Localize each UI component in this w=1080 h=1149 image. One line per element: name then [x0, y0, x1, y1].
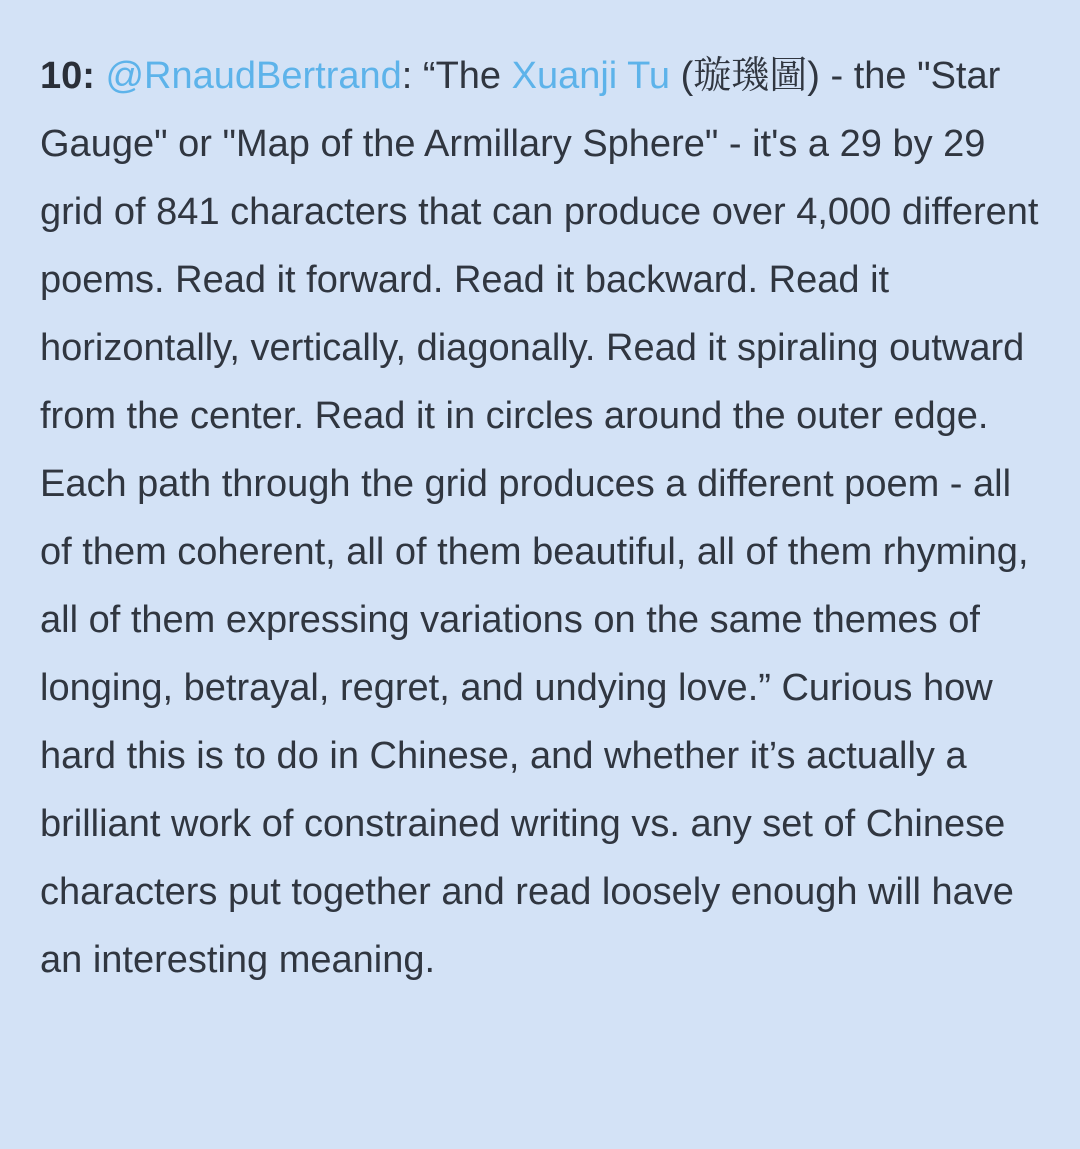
xuanji-tu-link[interactable]: Xuanji Tu: [511, 55, 671, 97]
twitter-handle-link[interactable]: @RnaudBertrand: [105, 55, 402, 97]
note-entry: [40, 42, 1040, 994]
quote-start: : “The: [401, 55, 512, 97]
entry-body: (璇璣圖) - the "Star Gauge" or "Map of the Armillary Sphere" - it's a 29 by 29 grid of 841 characters that can produce over 4,000 different poems. Read it forward. Read it backward. Read it horizontally, vertically, diagonally. Read it spiraling outward from the center. Read it in circles around the outer edge. Each path through the grid produces a different poem - all of them coherent, all of them beautiful, all of them rhyming, all of them expressing variations on the same themes of longing, betrayal, regret, and undying love.” Curious how hard this is to do in Chinese, and whether it’s actually a brilliant work of constrained writing vs. any set of Chinese characters put together and read loosely enough will have an interesting meaning.: [40, 55, 1039, 981]
entry-number: 10:: [40, 55, 95, 97]
